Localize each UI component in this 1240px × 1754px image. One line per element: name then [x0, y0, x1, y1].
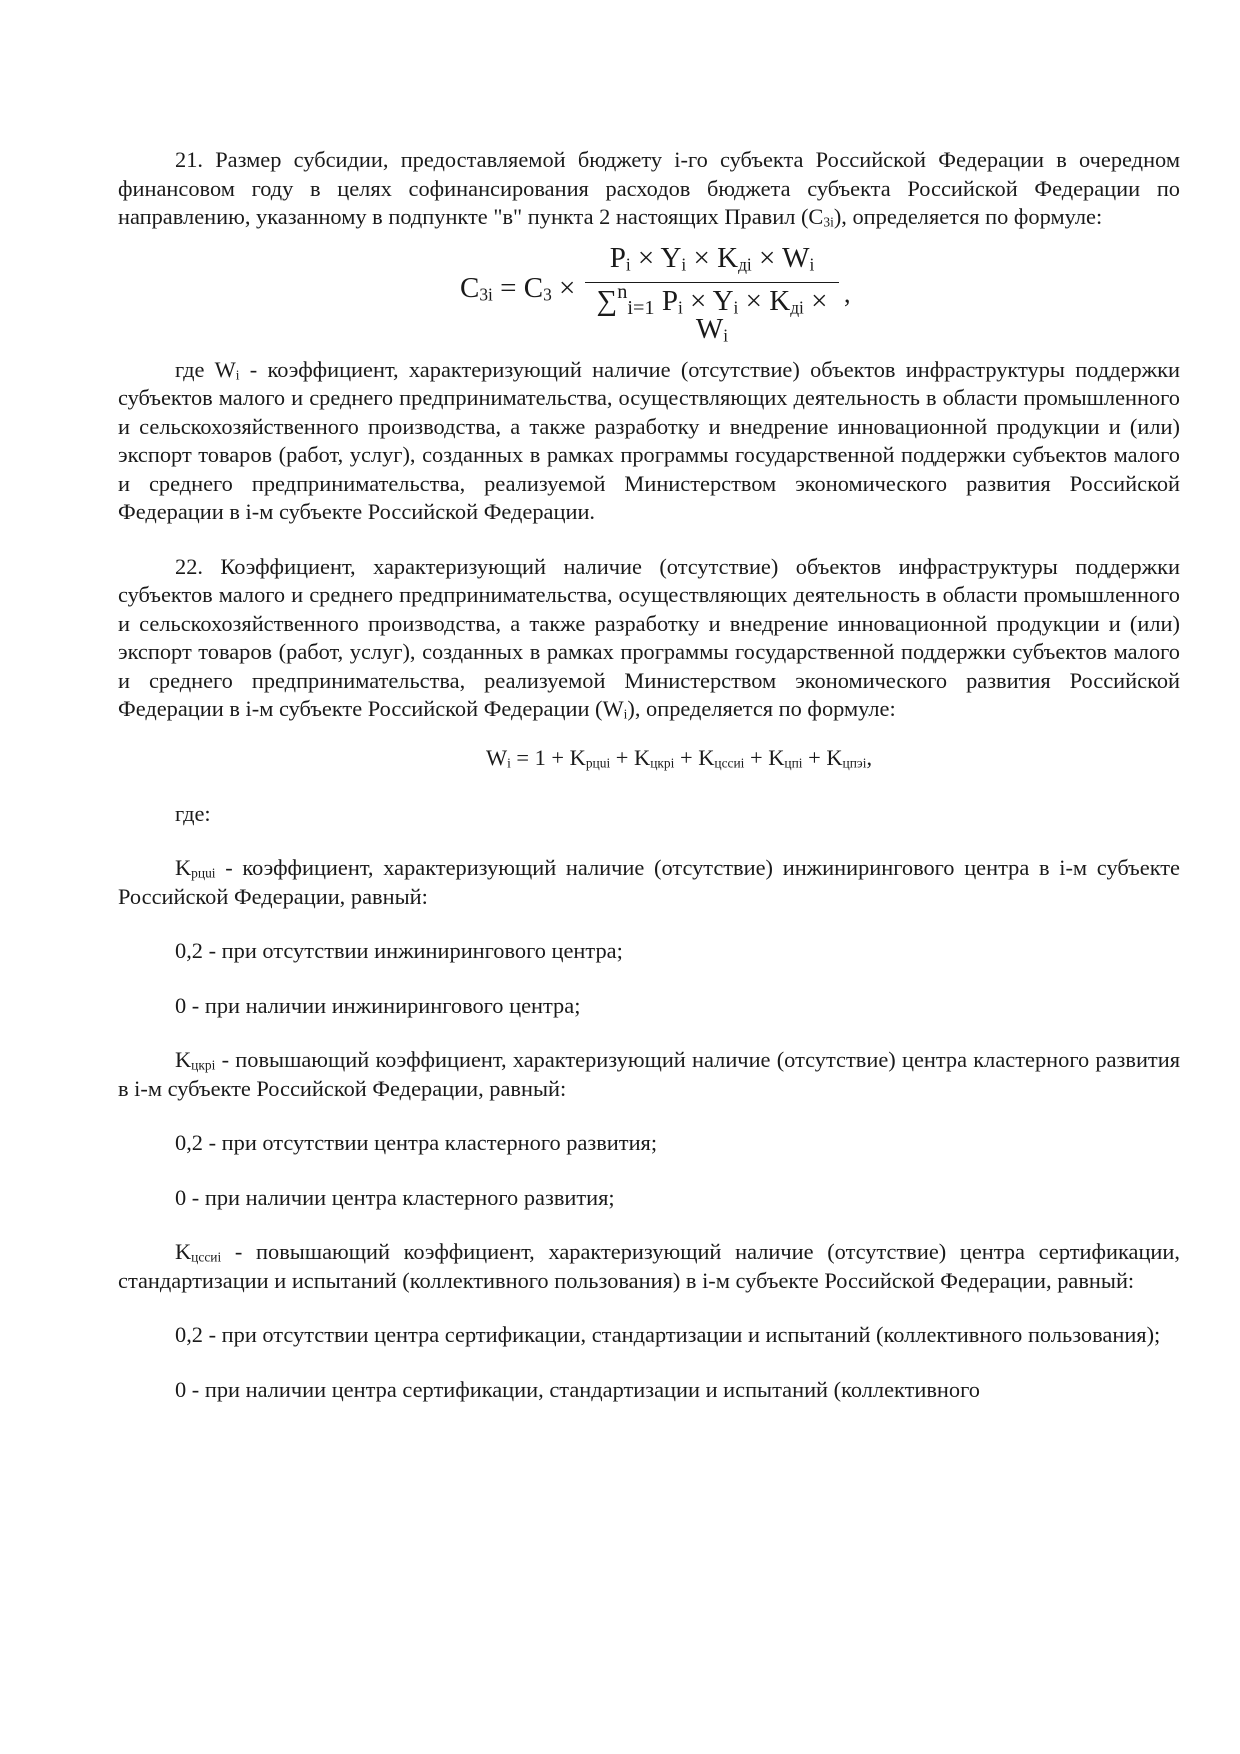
- paragraph-k-ckr: $K_{цкрi}$ - повышающий коэффициент, характеризующий наличие (отсутствие) центра кластерного развития в i-м субъекте Российской Федерации, равный:: [118, 1047, 1180, 1101]
- paragraph-css-02: 0,2 - при отсутствии центра сертификации, стандартизации и испытаний (коллективного пользования);: [175, 1322, 1161, 1347]
- formula-lhs: $C_{3i} = C_3$ ×: [460, 271, 576, 304]
- coefficient-formula: $W_i = 1 + K_{рцuі} + K_{цкрi} + K_{цссиi} + K_{цпi} + K_{цпэi}$,: [485, 744, 873, 771]
- paragraph-ckr-02: 0,2 - при отсутствии центра кластерного развития;: [175, 1130, 658, 1155]
- paragraph-rci-02: 0,2 - при отсутствии инжинирингового центра;: [175, 938, 623, 963]
- document-page: [118, 146, 1180, 1404]
- paragraph-22: 22. Коэффициент, характеризующий наличие (отсутствие) объектов инфраструктуры поддержки субъектов малого и среднего предпринимательства, осуществляющих деятельность в области промышленного и сельскохозяйственного производства, а также разработку и внедрение инновационной продукции и (или) экспорт товаров (работ, услуг), созданных в рамках программы государственной поддержки субъектов малого и среднего предпринимательства, реализуемой Министерством экономического развития Российской Федерации в i-м субъекте Российской Федерации $(W_i)$, определяется по формуле:: [118, 553, 1180, 722]
- paragraph-where-w: где $W_i$ - коэффициент, характеризующий наличие (отсутствие) объектов инфраструктуры поддержки субъектов малого и среднего предпринимательства, осуществляющих деятельность в области промышленного и сельскохозяйственного производства, а также разработку и внедрение инновационной продукции и (или) экспорт товаров (работ, услуг), созданных в рамках программы государственной поддержки субъектов малого и среднего предпринимательства, реализуемой Министерством экономического развития Российской Федерации в i-м субъекте Российской Федерации.: [118, 356, 1180, 524]
- paragraph-k-css: $K_{цссиi}$ - повышающий коэффициент, характеризующий наличие (отсутствие) центра сертификации, стандартизации и испытаний (коллективного пользования) в i-м субъекте Российской Федерации, равный:: [118, 1239, 1180, 1293]
- formula-denominator: ∑$^n_{i=1}$ $P_i \times Y_i \times K_{дi} \times W_i$: [596, 280, 828, 346]
- paragraph-rci-0: 0 - при наличии инжинирингового центра;: [175, 992, 581, 1018]
- paragraph-ckr-0: 0 - при наличии центра кластерного развития;: [175, 1184, 615, 1210]
- paragraph-k-rci: $K_{рцuі}$ - коэффициент, характеризующий наличие (отсутствие) инжинирингового центра в i-м субъекте Российской Федерации, равный:: [118, 855, 1180, 909]
- paragraph-where: где:: [175, 800, 211, 826]
- formula-comma: ,: [844, 278, 851, 308]
- subsidy-formula: [118, 240, 1180, 356]
- formula-numerator: $P_i \times Y_i \times K_{дi} \times W_i$: [585, 244, 839, 283]
- paragraph-css-0: 0 - при наличии центра сертификации, стандартизации и испытаний (коллективного: [175, 1376, 980, 1402]
- formula-fraction: [585, 241, 839, 346]
- paragraph-21: 21. Размер субсидии, предоставляемой бюджету i-го субъекта Российской Федерации в очередном финансовом году в целях софинансирования расходов бюджета субъекта Российской Федерации по направлению, указанному в подпункте "в" пункта 2 настоящих Правил $(С_{3i})$, определяется по формуле:: [118, 147, 1180, 230]
